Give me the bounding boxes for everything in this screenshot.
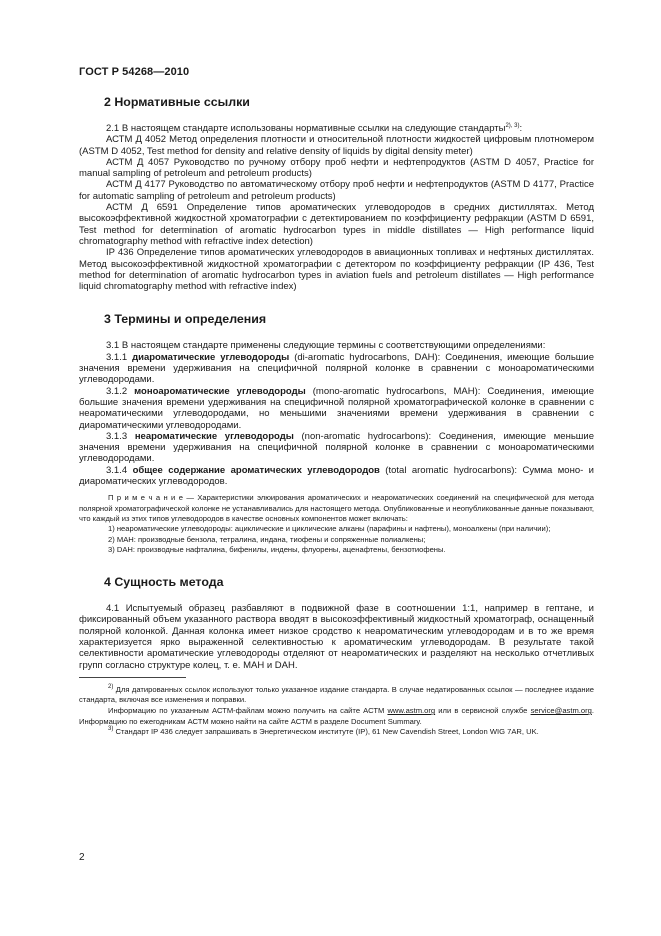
term-definition: 3.1.1 диароматические углеводороды (di-aromatic hydrocarbons, DAH): Соединения, имеющие большие значения времени удерживания на специфичной полярной колонке в сравнении с моноароматическими углеводородами. bbox=[79, 351, 594, 386]
document-header-id: ГОСТ Р 54268—2010 bbox=[79, 66, 190, 78]
reference-astm-d4057: АСТМ Д 4057 Руководство по ручному отбору проб нефти и нефтепродуктов (ASTM D 4057, Practice for manual sampling of petroleum and petroleum products) bbox=[79, 156, 594, 180]
footnote-2: $^{2)}$ Для датированных ссылок используют только указанное издание стандарта. В случае недатированных ссылок — последнее издание стандарта, включая все изменения и поправки. bbox=[79, 683, 594, 705]
section-normative-references bbox=[79, 95, 594, 292]
section-3-title: 3 Термины и определения bbox=[104, 312, 267, 327]
term-name: диароматические углеводороды bbox=[132, 351, 290, 363]
note-list-item: 2) MAH: производные бензола, тетралина, индана, тиофены и сопряженные полиалкены; bbox=[108, 534, 426, 544]
term-definition: 3.1.4 общее содержание ароматических углеводородов (total aromatic hydrocarbons): Сумма моно- и диароматических углеводородов. bbox=[79, 464, 594, 488]
footnote-2-astm-info: Информацию по указанным АСТМ-файлам можно получить на сайте АСТМ www.astm.org или в сервисной службе service@astm.org. Информацию по ежегодникам АСТМ можно найти на сайте АСТМ в разделе Document Summary. bbox=[79, 706, 594, 726]
section-3-intro: 3.1 В настоящем стандарте применены следующие термины с соответствующими определениями: bbox=[106, 340, 546, 352]
footnote-3: $^{3)}$ Стандарт IP 436 следует запрашивать в Энергетическом институте (IP), 61 New Cavendish Street, London WIG 7AR, UK. bbox=[108, 726, 539, 737]
note-list-item: 1) неароматические углеводороды: ациклические и циклические алканы (парафины и нафтены), моноалкены (при наличии); bbox=[108, 524, 551, 534]
note-block bbox=[79, 493, 594, 555]
reference-astm-d6591: АСТМ Д 6591 Определение типов ароматических углеводородов в средних дистиллятах. Метод высокоэффективной жидкостной хроматографии с детектированием по коэффициенту рефракции (ASTM D 6591, Test method for determination of aromatic hydrocarbon types in middle distillates — High performance liquid chromatography method with refractive index detection) bbox=[79, 202, 594, 247]
reference-ip-436: IP 436 Определение типов ароматических углеводородов в авиационных топливах и нефтяных дистиллятах. Метод высокоэффективной жидкостной хроматографии с детектором по коэффициенту рефракции (IP 436, Test method for determination of aromatic hydrocarbon types in aviation fuels and petroleum distillates — High performance liquid chromatography method with refractive index) bbox=[79, 247, 594, 293]
footnote-divider bbox=[79, 677, 186, 678]
term-name: неароматические углеводороды bbox=[134, 430, 294, 442]
section-4-paragraph: 4.1 Испытуемый образец разбавляют в подвижной фазе в соотношении 1:1, например в гептане, и фиксированный объем указанного раствора вводят в высокоэффективный жидкостный хроматограф, оснащенный полярной колонкой. Данная колонка имеет низкое сродство к неароматическим углеводородам и в то же время характеризуется ярко выраженной селективностью к ароматическим углеводородам. В результате такой селективности ароматические углеводороды отделяют от неароматических и разделяют на несколько отчетливых групп согласно структуре колец, т. е. MAH и DAH. bbox=[79, 603, 594, 671]
footnotes bbox=[79, 685, 594, 738]
section-terms-definitions bbox=[79, 312, 594, 555]
section-4-title: 4 Сущность метода bbox=[104, 575, 224, 590]
reference-astm-d4052: АСТМ Д 4052 Метод определения плотности и относительной плотности жидкостей цифровым плотномером (ASTM D 4052, Test method for density and relative density of liquids by digital density meter) bbox=[79, 134, 594, 157]
section-2-intro: 2.1 В настоящем стандарте использованы нормативные ссылки на следующие стандарты$^{2), 3)}$: bbox=[106, 123, 523, 134]
term-definition: 3.1.2 моноароматические углеводороды (mono-aromatic hydrocarbons, MAH): Соединения, имеющие большие значения времени удерживания на специфичной полярной хроматографической колонке в сравнении с неароматическими углеводородами, но меньшими значениями времени удерживания в сравнении с диароматическими углеводородами. bbox=[79, 385, 594, 431]
section-method-essence bbox=[79, 575, 594, 671]
footnote-ref-2-3: 2), 3) bbox=[505, 123, 520, 129]
astm-website-link[interactable]: www.astm.org bbox=[387, 706, 436, 716]
page-content bbox=[79, 95, 594, 738]
term-name: общее содержание ароматических углеводородов bbox=[132, 464, 380, 476]
term-name: моноароматические углеводороды bbox=[134, 385, 306, 397]
term-definition: 3.1.3 неароматические углеводороды (non-aromatic hydrocarbons): Соединения, имеющие меньшие значения времени удерживания на специфичной полярной колонке в сравнении с моноароматическими углеводородами. bbox=[79, 430, 594, 465]
section-2-title: 2 Нормативные ссылки bbox=[104, 95, 250, 109]
page-number: 2 bbox=[79, 852, 85, 863]
note-list-item: 3) DAH: производные нафталина, бифенилы, индены, флуорены, аценафтены, бензотиофены. bbox=[108, 544, 446, 554]
note-intro: П р и м е ч а н и е — Характеристики элюирования ароматических и неароматических соединений на специфической для метода полярной хроматографической колонке не устанавливались для настоящего метода. Опубликованные и неопубликованные данные показывают, что каждый из этих типов углеводородов в качестве основных компонентов может включать: bbox=[79, 493, 594, 523]
astm-service-email-link[interactable]: service@astm.org bbox=[530, 706, 592, 716]
reference-astm-d4177: АСТМ Д 4177 Руководство по автоматическому отбору проб нефти и нефтепродуктов (ASTM D 4177, Practice for automatic sampling of petroleum and petroleum products) bbox=[79, 179, 594, 202]
